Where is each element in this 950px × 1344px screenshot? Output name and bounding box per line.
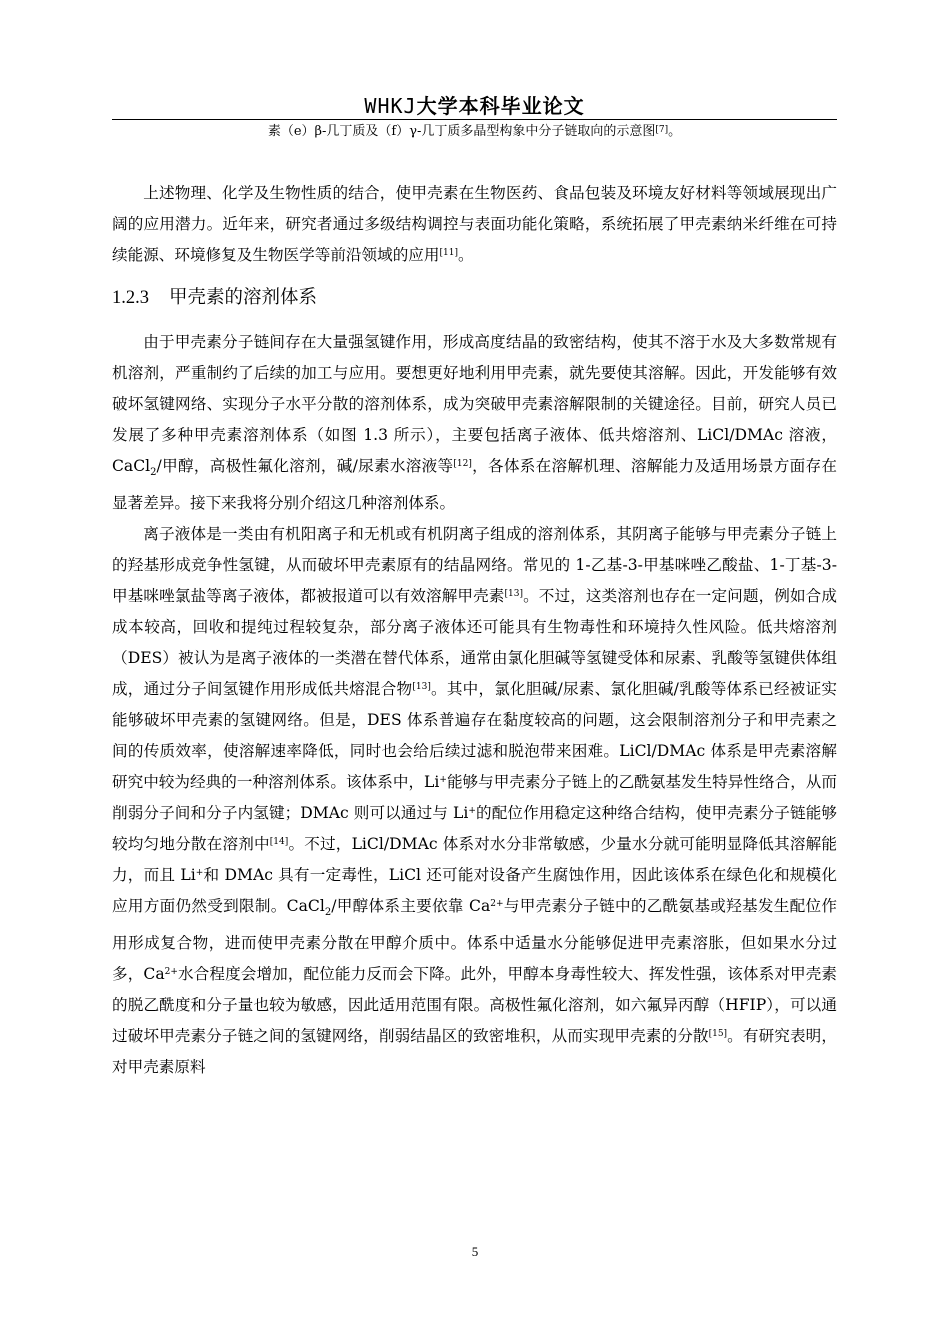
figure-caption-continuation: 素（e）β-几丁质及（f）γ-几丁质多晶型构象中分子链取向的示意图[7]。 <box>267 124 682 139</box>
citation: [7] <box>655 125 669 135</box>
citation: [15] <box>708 1029 728 1040</box>
paragraph-solvent-overview: 由于甲壳素分子链间存在大量强氢键作用，形成高度结晶的致密结构，使其不溶于水及大多数常规有机溶剂，严重制约了后续的加工与应用。要想更好地利用甲壳素，就先要使其溶解。因此，开发能够有效破坏氢键网络、实现分子水平分散的溶剂体系，成为突破甲壳素溶解限制的关键途径。目前，研究人员已发展了多种甲壳素溶剂体系（如图 1.3 所示），主要包括离子液体、低共熔溶剂、LiCl/DMAc 溶液，CaCl$_2$/甲醇，高极性氟化溶剂，碱/尿素水溶液等[12]，各体系在溶解机理、溶解能力及适用场景方面存在显著差异。接下来我将分别介绍这几种溶剂体系。 <box>112 333 837 513</box>
paragraph-applications: 上述物理、化学及生物性质的结合，使甲壳素在生物医药、食品包装及环境友好材料等领域展现出广阔的应用潜力。近年来，研究者通过多级结构调控与表面功能化策略，系统拓展了甲壳素纳米纤维在可持续能源、环境修复及生物医学等前沿领域的应用[11]。 <box>112 184 837 264</box>
body-text <box>112 178 837 1083</box>
section-title: 甲壳素的溶剂体系 <box>169 287 318 308</box>
paragraph-solvent-details: 离子液体是一类由有机阳离子和无机或有机阴离子组成的溶剂体系，其阴离子能够与甲壳素分子链上的羟基形成竞争性氢键，从而破坏甲壳素原有的结晶网络。常见的 1-乙基-3-甲基咪唑乙酸盐、1-丁基-3-甲基咪唑氯盐等离子液体，都被报道可以有效溶解甲壳素[13]。不过，这类溶剂也存在一定问题，例如合成成本较高，回收和提纯过程较复杂，部分离子液体还可能具有生物毒性和环境持久性风险。低共熔溶剂（DES）被认为是离子液体的一类潜在替代体系，通常由氯化胆碱等氢键受体和尿素、乳酸等氢键供体组成，通过分子间氢键作用形成低共熔混合物[13]。其中，氯化胆碱/尿素、氯化胆碱/乳酸等体系已经被证实能够破坏甲壳素的氢键网络。但是，DES 体系普遍存在黏度较高的问题，这会限制溶剂分子和甲壳素之间的传质效率，使溶解速率降低，同时也会给后续过滤和脱泡带来困难。LiCl/DMAc 体系是甲壳素溶解研究中较为经典的一种溶剂体系。该体系中，Li+能够与甲壳素分子链上的乙酰氨基发生特异性络合，从而削弱分子间和分子内氢键；DMAc 则可以通过与 Li+的配位作用稳定这种络合结构，使甲壳素分子链能够较均匀地分散在溶剂中[14]。不过，LiCl/DMAc 体系对水分非常敏感，少量水分就可能明显降低其溶解能力，而且 Li+和 DMAc 具有一定毒性，LiCl 还可能对设备产生腐蚀作用，因此该体系在绿色化和规模化应用方面仍然受到限制。CaCl$_2$/甲醇体系主要依靠 $Ca^{2+}$与甲壳素分子链中的乙酰氨基或羟基发生配位作用形成复合物，进而使甲壳素分散在甲醇介质中。体系中适量水分能够促进甲壳素溶胀，但如果水分过多，$Ca^{2+}$水合程度会增加，配位能力反而会下降。此外，甲醇本身毒性较大、挥发性强，该体系对甲壳素的脱乙酰度和分子量也较为敏感，因此适用范围有限。高极性氟化溶剂，如六氟异丙醇（HFIP），可以通过破坏甲壳素分子链之间的氢键网络，削弱结晶区的致密堆积，从而实现甲壳素的分散[15]。有研究表明，对甲壳素原料 <box>112 525 837 1077</box>
header-rule <box>112 119 837 120</box>
header-abbr: WHKJ <box>364 94 417 118</box>
running-header <box>112 93 837 119</box>
citation: [13] <box>412 682 431 693</box>
section-number: 1.2.3 <box>112 288 149 308</box>
header-title: 大学本科毕业论文 <box>416 94 585 118</box>
page-number: 5 <box>471 1244 479 1259</box>
citation: [11] <box>439 248 458 258</box>
citation: [12] <box>453 459 472 469</box>
section-heading <box>112 283 837 313</box>
citation: [13] <box>504 589 523 600</box>
citation: [14] <box>269 837 289 848</box>
